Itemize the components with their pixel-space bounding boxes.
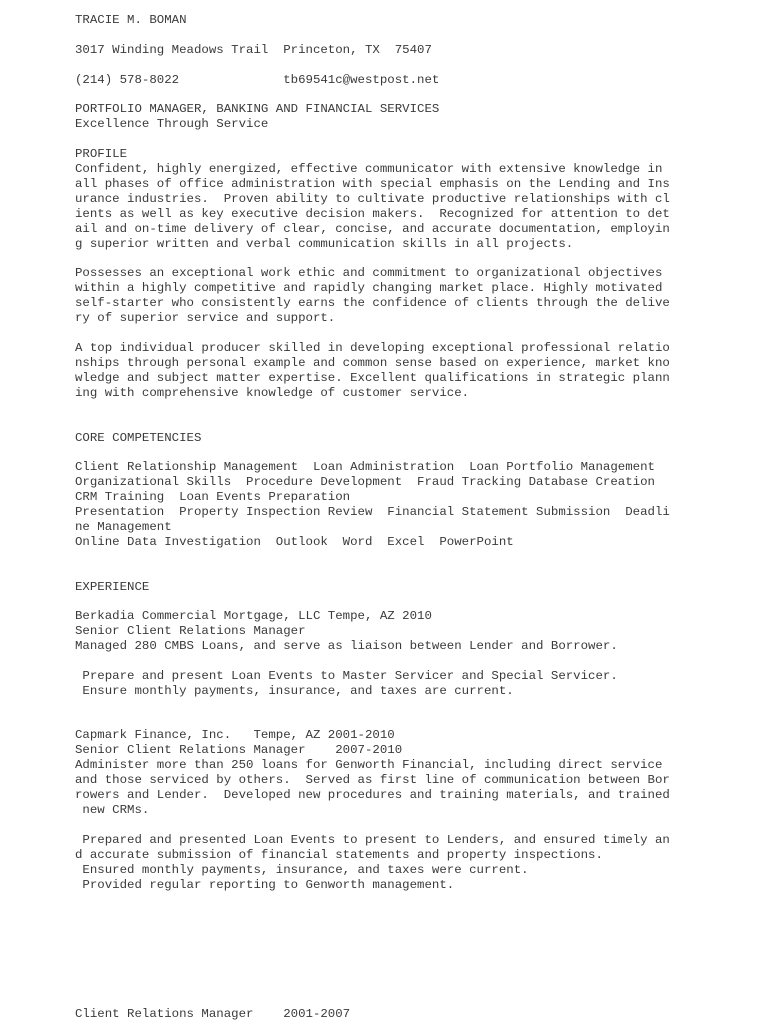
job-bullet: Prepare and present Loan Events to Master Servicer and Special Servicer. xyxy=(75,669,618,683)
job-summary-line: and those serviced by others. Served as first line of communication between Bor xyxy=(75,773,670,787)
job-summary: Managed 280 CMBS Loans, and serve as liaison between Lender and Borrower. xyxy=(75,639,618,653)
job-title: Senior Client Relations Manager 2007-2010 xyxy=(75,743,403,757)
applicant-name: TRACIE M. BOMAN xyxy=(75,13,187,27)
profile-text-line: Confident, highly energized, effective communicator with extensive knowledge in xyxy=(75,162,663,176)
tagline: Excellence Through Service xyxy=(75,117,269,131)
job-company: Berkadia Commercial Mortgage, LLC Tempe, AZ 2010 xyxy=(75,609,432,623)
professional-headline: PORTFOLIO MANAGER, BANKING AND FINANCIAL SERVICES xyxy=(75,102,440,116)
profile-text-line: all phases of office administration with special emphasis on the Lending and Ins xyxy=(75,177,670,191)
profile-text-line: within a highly competitive and rapidly changing market place. Highly motivated xyxy=(75,281,663,295)
profile-text-line: wledge and subject matter expertise. Excellent qualifications in strategic plann xyxy=(75,371,670,385)
profile-text-line: A top individual producer skilled in developing exceptional professional relatio xyxy=(75,341,670,355)
competency-line: Online Data Investigation Outlook Word Excel PowerPoint xyxy=(75,535,514,549)
job-bullet: Prepared and presented Loan Events to present to Lenders, and ensured timely an xyxy=(75,833,670,847)
job-summary-line: rowers and Lender. Developed new procedures and training materials, and trained xyxy=(75,788,670,802)
profile-text-line: self-starter who consistently earns the confidence of clients through the delive xyxy=(75,296,670,310)
competency-line: Organizational Skills Procedure Development Fraud Tracking Database Creation xyxy=(75,475,655,489)
job-summary-line: Administer more than 250 loans for Genworth Financial, including direct service xyxy=(75,758,663,772)
profile-text-line: Possesses an exceptional work ethic and commitment to organizational objectives xyxy=(75,266,663,280)
job-title: Senior Client Relations Manager xyxy=(75,624,306,638)
phone-and-email: (214) 578-8022 tb69541c@westpost.net xyxy=(75,73,440,87)
profile-heading: PROFILE xyxy=(75,147,128,161)
competencies-heading: CORE COMPETENCIES xyxy=(75,431,202,445)
profile-text-line: g superior written and verbal communication skills in all projects. xyxy=(75,237,574,251)
job-title: Client Relations Manager 2001-2007 xyxy=(75,1007,351,1021)
job-company: Capmark Finance, Inc. Tempe, AZ 2001-2010 xyxy=(75,728,395,742)
profile-text-line: ients as well as key executive decision makers. Recognized for attention to det xyxy=(75,207,670,221)
job-summary-line: new CRMs. xyxy=(75,803,150,817)
profile-text-line: ing with comprehensive knowledge of customer service. xyxy=(75,386,470,400)
competency-line: Client Relationship Management Loan Administration Loan Portfolio Management xyxy=(75,460,655,474)
job-bullet: Ensured monthly payments, insurance, and taxes were current. xyxy=(75,863,529,877)
profile-text-line: ry of superior service and support. xyxy=(75,311,336,325)
profile-text-line: nships through personal example and common sense based on experience, market kno xyxy=(75,356,670,370)
job-bullet: Ensure monthly payments, insurance, and taxes are current. xyxy=(75,684,514,698)
mailing-address: 3017 Winding Meadows Trail Princeton, TX 75407 xyxy=(75,43,432,57)
competency-line: CRM Training Loan Events Preparation xyxy=(75,490,351,504)
job-bullet: Provided regular reporting to Genworth management. xyxy=(75,878,455,892)
job-bullet: d accurate submission of financial statements and property inspections. xyxy=(75,848,603,862)
competency-line: Presentation Property Inspection Review Financial Statement Submission Deadli xyxy=(75,505,670,519)
profile-text-line: ail and on-time delivery of clear, concise, and accurate documentation, employin xyxy=(75,222,670,236)
competency-line: ne Management xyxy=(75,520,172,534)
profile-text-line: urance industries. Proven ability to cultivate productive relationships with cl xyxy=(75,192,670,206)
experience-heading: EXPERIENCE xyxy=(75,580,150,594)
